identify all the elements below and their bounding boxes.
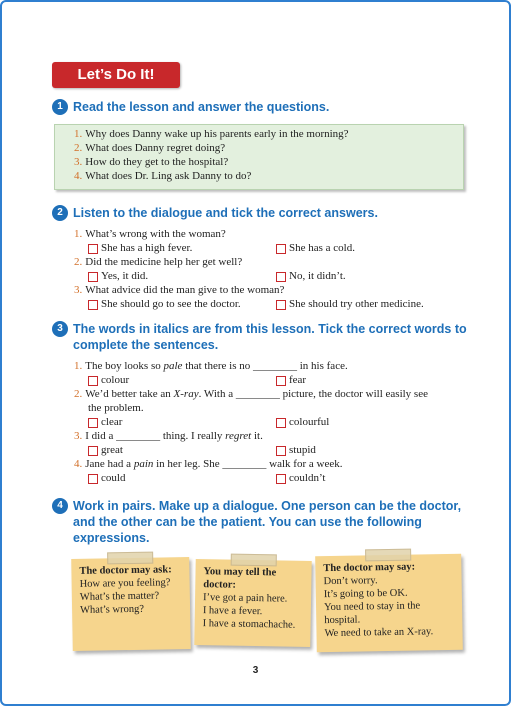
checkbox[interactable] [88,446,98,456]
listen-question-3: 3. What advice did the man give to the woman? [74,284,285,296]
sentence-3-option-b[interactable]: stupid [276,444,316,457]
listen-option-2b[interactable]: No, it didn’t. [276,270,346,283]
note-you-may-tell: You may tell the doctor: I’ve got a pain here. I have a fever. I have a stomachache. [194,559,311,647]
sentence-2-continued: the problem. [88,402,144,414]
section-4-title-line-2: and the other can be the patient. You can use the following [73,515,422,529]
section-4-heading [52,498,472,546]
section-3-title-line-1: The words in italics are from this lesson. Tick the correct words to [73,322,467,336]
checkbox[interactable] [276,244,286,254]
lets-do-it-banner: Let’s Do It! [52,62,180,88]
checkbox[interactable] [88,300,98,310]
question-1: 1. Why does Danny wake up his parents early in the morning? [74,128,349,140]
section-1-title: Read the lesson and answer the questions. [73,100,330,114]
sentence-4-option-a[interactable]: could [88,472,125,485]
sentence-3-option-a[interactable]: great [88,444,123,457]
section-4-title-line-3: expressions. [73,531,150,545]
checkbox[interactable] [88,418,98,428]
checkbox[interactable] [276,446,286,456]
section-4-title-line-1: Work in pairs. Make up a dialogue. One person can be the doctor, [73,499,462,513]
page-number: 3 [252,665,259,676]
section-1-number: 1 [52,99,68,115]
checkbox[interactable] [276,376,286,386]
section-3-title-line-2: complete the sentences. [73,338,219,352]
checkbox[interactable] [276,300,286,310]
checkbox[interactable] [88,376,98,386]
checkbox[interactable] [88,474,98,484]
section-3-number: 3 [52,321,68,337]
section-1-heading [52,99,472,115]
question-3: 3. How do they get to the hospital? [74,156,229,168]
sentence-4: 4. Jane had a pain in her leg. She ________ walk for a week. [74,458,343,470]
note-doctor-may-ask: The doctor may ask: How are you feeling? What’s the matter? What’s wrong? [71,557,191,651]
question-2: 2. What does Danny regret doing? [74,142,226,154]
sentence-2: 2. We’d better take an X-ray. With a ________ picture, the doctor will easily see [74,388,428,400]
section-4-number: 4 [52,498,68,514]
listen-question-2: 2. Did the medicine help her get well? [74,256,243,268]
sentence-1-option-b[interactable]: fear [276,374,306,387]
listen-option-2a[interactable]: Yes, it did. [88,270,148,283]
sentence-2-option-a[interactable]: clear [88,416,122,429]
section-2-title: Listen to the dialogue and tick the correct answers. [73,206,378,220]
sentence-3: 3. I did a ________ thing. I really regret it. [74,430,263,442]
listen-question-1: 1. What’s wrong with the woman? [74,228,226,240]
tape [107,552,153,565]
sentence-1: 1. The boy looks so pale that there is no ________ in his face. [74,360,348,372]
listen-option-3b[interactable]: She should try other medicine. [276,298,424,311]
section-2-number: 2 [52,205,68,221]
section-2-heading [52,205,472,221]
checkbox[interactable] [88,244,98,254]
section-3-heading [52,321,472,353]
question-4: 4. What does Dr. Ling ask Danny to do? [74,170,252,182]
checkbox[interactable] [276,418,286,428]
note-doctor-may-say: The doctor may say: Don’t worry. It’s going to be OK. You need to stay in the hospital. We need to take an X-ray. [315,554,463,653]
checkbox[interactable] [276,474,286,484]
listen-option-1b[interactable]: She has a cold. [276,242,355,255]
listen-option-3a[interactable]: She should go to see the doctor. [88,298,241,311]
listen-option-1a[interactable]: She has a high fever. [88,242,192,255]
sentence-2-option-b[interactable]: colourful [276,416,329,429]
tape [365,549,411,562]
tape [231,554,277,567]
sentence-1-option-a[interactable]: colour [88,374,129,387]
checkbox[interactable] [88,272,98,282]
sentence-4-option-b[interactable]: couldn’t [276,472,325,485]
checkbox[interactable] [276,272,286,282]
